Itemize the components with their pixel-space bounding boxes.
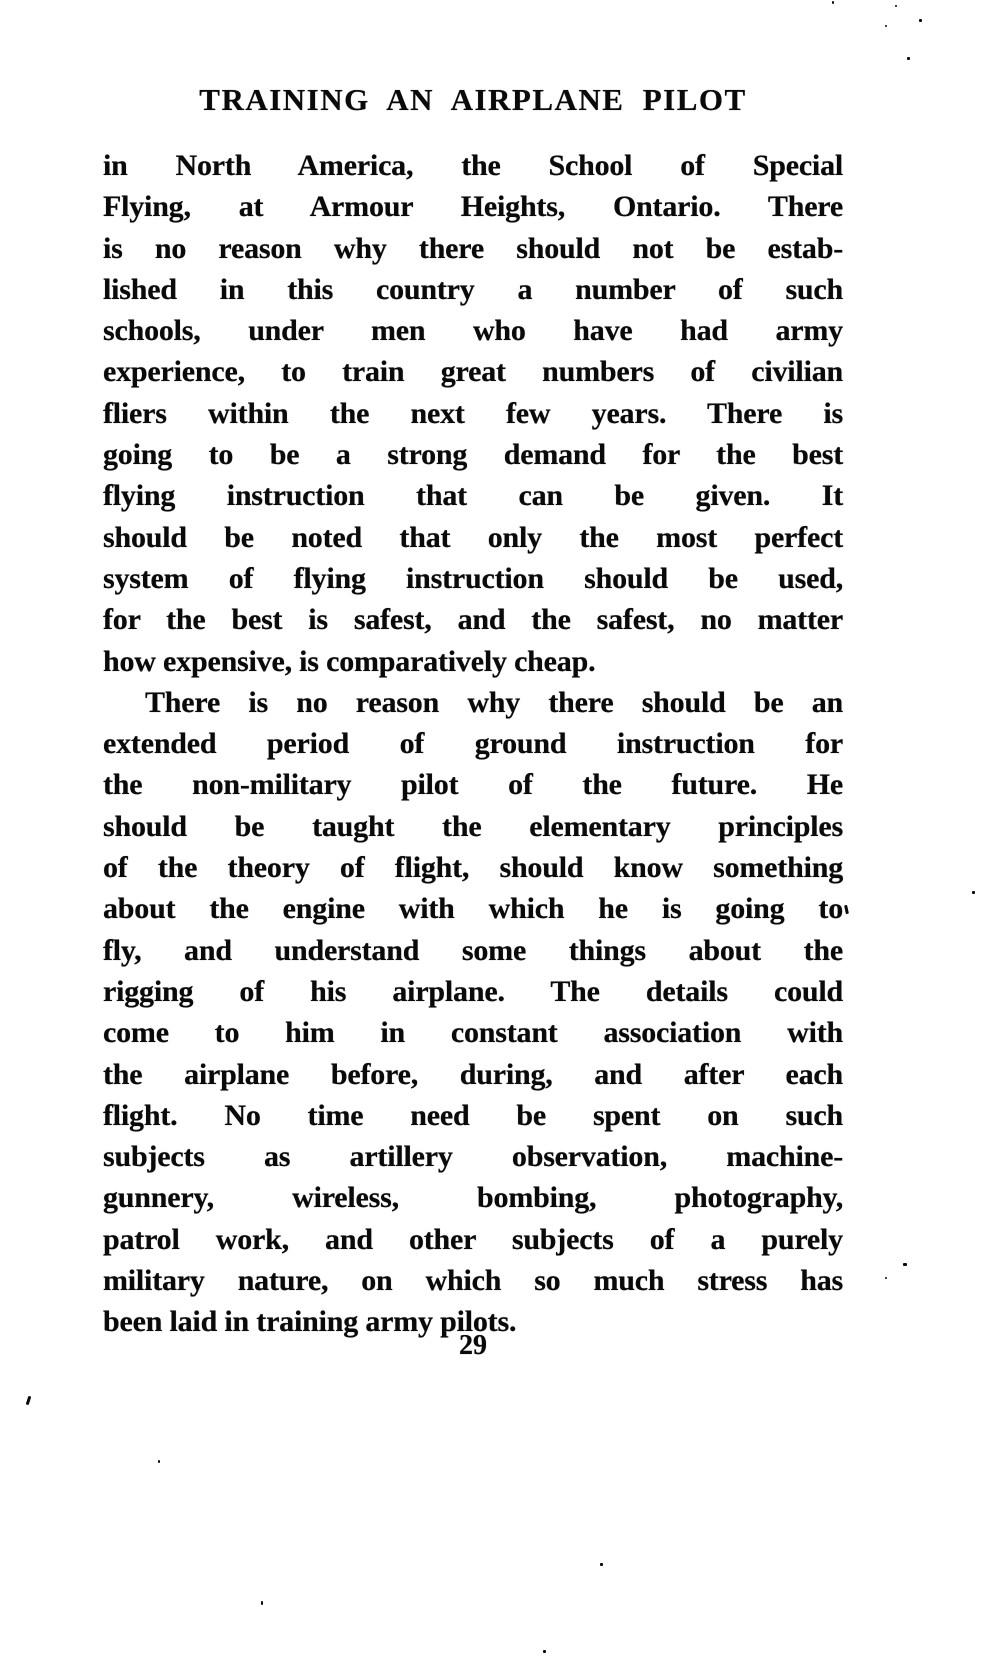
text-line: experience, to train great numbers of civilian: [103, 355, 843, 389]
scan-speckle: [885, 1277, 887, 1279]
scan-speckle: [158, 1460, 160, 1463]
text-line: fliers within the next few years. There is: [103, 396, 843, 430]
text-line: flight. No time need be spent on such: [103, 1098, 843, 1132]
scan-speckle: [844, 905, 849, 914]
body-text: [103, 145, 843, 1343]
text-line: how expensive, is comparatively cheap.: [103, 644, 596, 678]
text-line: Flying, at Armour Heights, Ontario. There: [103, 190, 843, 224]
scan-speckle: [919, 19, 922, 22]
text-line: is no reason why there should not be estab-: [103, 231, 843, 265]
text-line: the airplane before, during, and after each: [103, 1057, 843, 1091]
text-line: There is no reason why there should be an: [145, 685, 843, 719]
scan-speckle: [600, 1563, 603, 1566]
scan-speckle: [885, 25, 887, 27]
text-line: schools, under men who have had army: [103, 314, 843, 348]
scan-speckle: [895, 5, 897, 7]
text-line: flying instruction that can be given. It: [103, 479, 843, 513]
text-line: extended period of ground instruction for: [103, 727, 843, 761]
page-title: TRAINING AN AIRPLANE PILOT: [199, 82, 747, 117]
text-line: lished in this country a number of such: [103, 272, 843, 306]
text-line: military nature, on which so much stress has: [103, 1264, 843, 1298]
text-line: should be noted that only the most perfect: [103, 520, 843, 554]
text-line: going to be a strong demand for the best: [103, 438, 843, 472]
text-line: subjects as artillery observation, machine-: [103, 1140, 843, 1174]
scan-speckle: [26, 1396, 32, 1405]
text-line: been laid in training army pilots.: [103, 1305, 517, 1339]
text-line: about the engine with which he is going to: [103, 892, 843, 926]
text-line: should be taught the elementary principles: [103, 809, 843, 843]
scan-speckle: [903, 1263, 907, 1266]
text-line: patrol work, and other subjects of a purely: [103, 1222, 843, 1256]
scan-speckle: [907, 57, 910, 60]
text-line: fly, and understand some things about the: [103, 933, 843, 967]
text-line: rigging of his airplane. The details could: [103, 974, 843, 1008]
text-line: come to him in constant association with: [103, 1016, 843, 1050]
scan-speckle: [543, 1650, 546, 1653]
text-line: for the best is safest, and the safest, no matter: [103, 603, 843, 637]
page-number: 29: [459, 1330, 487, 1361]
scan-speckle: [832, 1, 834, 4]
scan-speckle: [261, 1601, 263, 1605]
text-line: in North America, the School of Special: [103, 149, 843, 182]
text-line: gunnery, wireless, bombing, photography,: [103, 1181, 843, 1215]
scan-speckle: [972, 891, 975, 894]
text-line: the non-military pilot of the future. He: [103, 768, 843, 802]
text-line: of the theory of flight, should know something: [103, 851, 843, 885]
text-line: system of flying instruction should be used,: [103, 561, 843, 595]
